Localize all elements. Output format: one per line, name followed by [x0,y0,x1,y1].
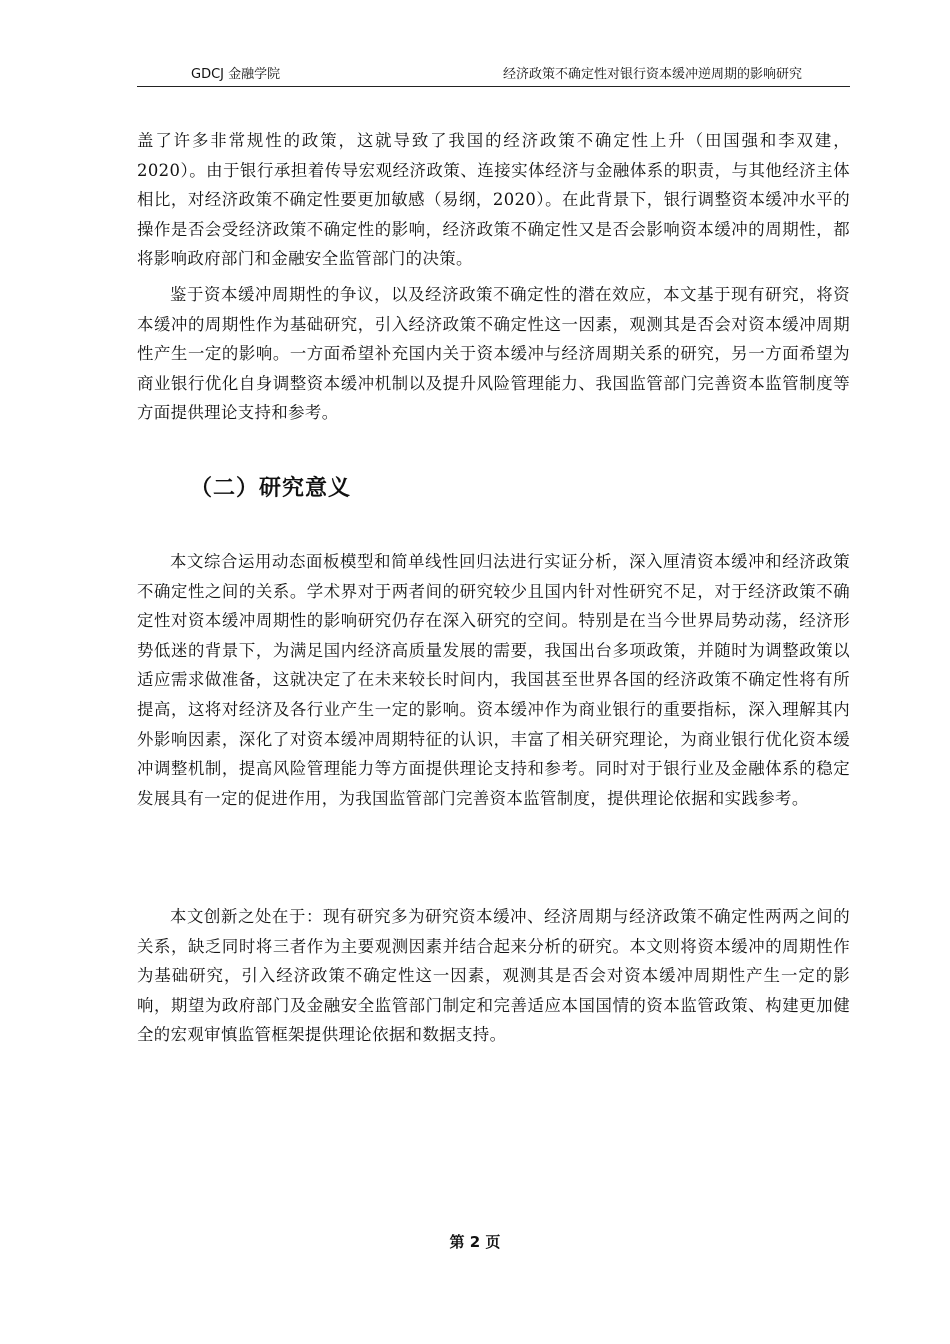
paragraph-research-basis: 鉴于资本缓冲周期性的争议，以及经济政策不确定性的潜在效应，本文基于现有研究，将资本缓冲的周期性作为基础研究，引入经济政策不确定性这一因素，观测其是否会对资本缓冲周期性产生一定的影响。一方面希望补充国内关于资本缓冲与经济周期关系的研究，另一方面希望为商业银行优化自身调整资本缓冲机制以及提升风险管理能力、我国监管部门完善资本监管制度等方面提供理论支持和参考。 [137,285,850,423]
header-thesis-title: 经济政策不确定性对银行资本缓冲逆周期的影响研究 [502,67,802,82]
page-number: 第 2 页 [449,1233,501,1251]
header-school: GDCJ 金融学院 [191,67,281,82]
paragraph-innovation: 本文创新之处在于：现有研究多为研究资本缓冲、经济周期与经济政策不确定性两两之间的关系，缺乏同时将三者作为主要观测因素并结合起来分析的研究。本文则将资本缓冲的周期性作为基础研究，引入经济政策不确定性这一因素，观测其是否会对资本缓冲周期性产生一定的影响，期望为政府部门及金融安全监管部门制定和完善适应本国国情的资本监管政策、构建更加健全的宏观审慎监管框架提供理论依据和数据支持。 [137,907,850,1045]
paragraph-background-continued: 盖了许多非常规性的政策，这就导致了我国的经济政策不确定性上升（田国强和李双建，2020）。由于银行承担着传导宏观经济政策、连接实体经济与金融体系的职责，与其他经济主体相比，对经济政策不确定性要更加敏感（易纲，2020）。在此背景下，银行调整资本缓冲水平的操作是否会受经济政策不确定性的影响，经济政策不确定性又是否会影响资本缓冲的周期性，都将影响政府部门和金融安全监管部门的决策。 [137,131,850,269]
paragraph-research-significance: 本文综合运用动态面板模型和简单线性回归法进行实证分析，深入厘清资本缓冲和经济政策不确定性之间的关系。学术界对于两者间的研究较少且国内针对性研究不足，对于经济政策不确定性对资本缓冲周期性的影响研究仍存在深入研究的空间。特别是在当今世界局势动荡，经济形势低迷的背景下，为满足国内经济高质量发展的需要，我国出台多项政策，并随时为调整政策以适应需求做准备，这就决定了在未来较长时间内，我国甚至世界各国的经济政策不确定性将有所提高，这将对经济及各行业产生一定的影响。资本缓冲作为商业银行的重要指标，深入理解其内外影响因素，深化了对资本缓冲周期特征的认识，丰富了相关研究理论，为商业银行优化资本缓冲调整机制，提高风险管理能力等方面提供理论支持和参考。同时对于银行业及金融体系的稳定发展具有一定的促进作用，为我国监管部门完善资本监管制度，提供理论依据和实践参考。 [137,552,850,808]
section-title-research-significance: （二）研究意义 [190,476,352,501]
page-header [137,66,850,87]
